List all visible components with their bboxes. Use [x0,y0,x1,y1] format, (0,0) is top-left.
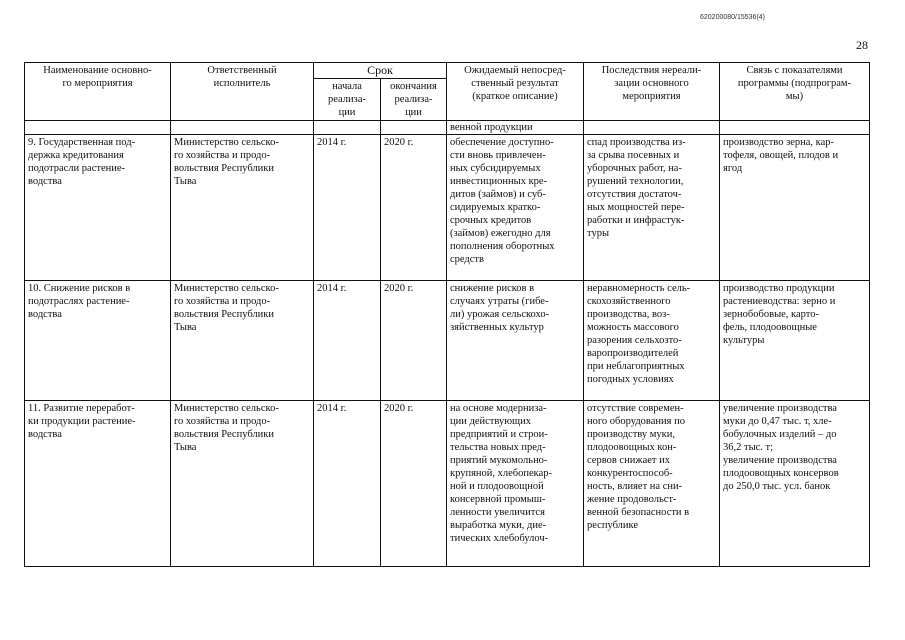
cell-start: 2014 г. [314,135,381,281]
table-row [25,281,870,401]
cell-executor: Министерство сельско- го хозяйства и продо- вольствия Республики Тыва [171,281,314,401]
document-id: 620200080/15536(4) [700,14,766,21]
header-row [25,63,870,79]
cell-link: увеличение производства муки до 0,47 тыс. т, хле- бобулочных изделий – до 36,2 тыс. т; увеличение производства плодоовощных консервов до 250,0 тыс. усл. банок [720,401,870,567]
cell-start: 2014 г. [314,401,381,567]
cell-name: 10. Снижение рисков в подотраслях растение- водства [25,281,171,401]
cell-consequences: спад производства из- за срыва посевных и уборочных работ, на- рушений технологии, отсутствия достаточ- ных мощностей пере- работки и инфрастук- туры [584,135,720,281]
table-row [25,135,870,281]
cell-consequences: отсутствие современ- ного оборудования по производству муки, плодоовощных кон- сервов снижает их конкурентоспособ- ность, влияет на сни- жение продовольст- венной безопасности в республике [584,401,720,567]
header-link: Связь с показателями программы (подпрограм- мы) [720,63,870,121]
cell-link: производство зерна, кар- тофеля, овощей, плодов и ягод [720,135,870,281]
cell-end: 2020 г. [381,135,447,281]
cell-result: обеспечение доступно- сти вновь привлечен- ных субсидируемых инвестиционных кре- дитов (займов) и суб- сидируемых кратко- срочных кредитов (займов) ежегодно для пополнения оборотных средств [447,135,584,281]
cell-consequences: неравномерность сель- скохозяйственного производства, воз- можность массового разорения сельхозто- варопроизводителей при неблагоприятных погодных условиях [584,281,720,401]
cell-end: 2020 г. [381,401,447,567]
cell-link: производство продукции растениеводства: зерно и зернобобовые, карто- фель, плодоовощные культуры [720,281,870,401]
header-name: Наименование основно- го мероприятия [25,63,171,121]
header-term: Срок [314,63,447,79]
header-consequences: Последствия нереали- зации основного мероприятия [584,63,720,121]
continuation-text: венной продукции [447,121,584,135]
page-number: 28 [856,38,868,52]
table-row [25,401,870,567]
cell-executor: Министерство сельско- го хозяйства и продо- вольствия Республики Тыва [171,401,314,567]
activities-table [24,62,870,567]
header-start: начала реализа- ции [314,79,381,121]
cell-start: 2014 г. [314,281,381,401]
cell-end: 2020 г. [381,281,447,401]
header-executor: Ответственный исполнитель [171,63,314,121]
cell-result: на основе модерниза- ции действующих предприятий и строи- тельства новых пред- приятий мукомольно- крупяной, хлебопекар- ной и плодоовощной консервной промыш- ленности увеличится выработка муки, дие- тических хлебобулоч- [447,401,584,567]
header-end: окончания реализа- ции [381,79,447,121]
cell-name: 9. Государственная под- держка кредитования подотрасли растение- водства [25,135,171,281]
continuation-row [25,121,870,135]
header-result: Ожидаемый непосред- ственный результат (краткое описание) [447,63,584,121]
cell-result: снижение рисков в случаях утраты (гибе- ли) урожая сельскохо- зяйственных культур [447,281,584,401]
cell-name: 11. Развитие переработ- ки продукции растение- водства [25,401,171,567]
cell-executor: Министерство сельско- го хозяйства и продо- вольствия Республики Тыва [171,135,314,281]
